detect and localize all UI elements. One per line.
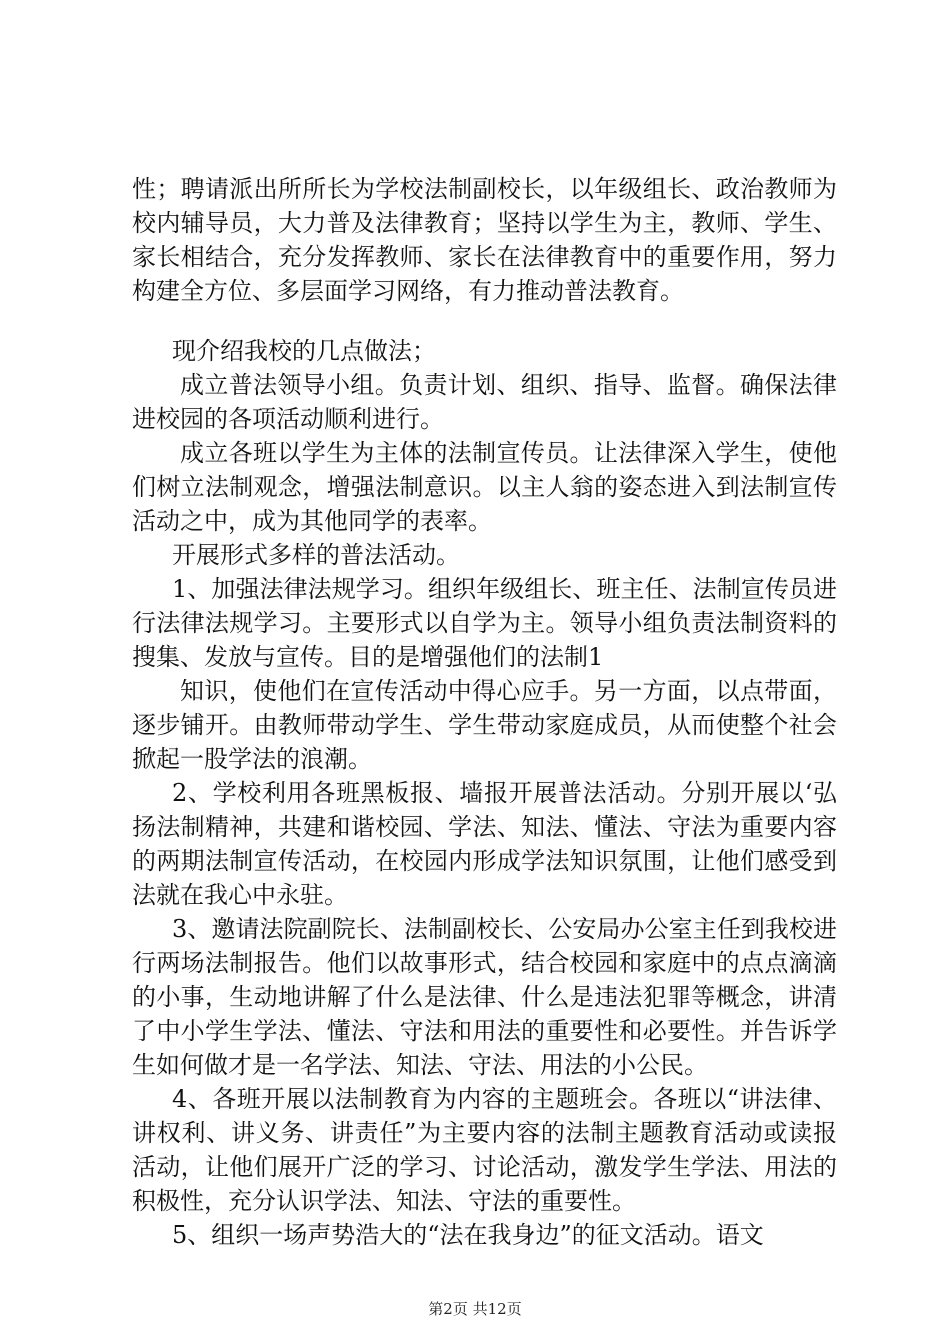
page-footer: 第2页 共12页: [428, 1300, 522, 1318]
paragraph-continuation: 性；聘请派出所所长为学校法制副校长，以年级组长、政治教师为校内辅导员，大力普及法律教育；坚持以学生为主，教师、学生、家长相结合，充分发挥教师、家长在法律教育中的重要作用，努力构建全方位、多层面学习网络，有力推动普法教育。: [132, 175, 837, 305]
paragraph-item-2: 2、学校利用各班黑板报、墙报开展普法活动。分别开展以‘弘扬法制精神，共建和谐校园、学法、知法、懂法、守法为重要内容的两期法制宣传活动，在校园内形成学法知识氛围，让他们感受到法就在我心中永驻。: [132, 779, 837, 909]
paragraph-item-1-cont: 知识，使他们在宣传活动中得心应手。另一方面，以点带面，逐步铺开。由教师带动学生、学生带动家庭成员，从而使整个社会掀起一股学法的浪潮。: [132, 677, 837, 773]
paragraph-item-5: 5、组织一场声势浩大的“法在我身边”的征文活动。语文: [172, 1221, 764, 1249]
paragraph-leadership-group: 成立普法领导小组。负责计划、组织、指导、监督。确保法律进校园的各项活动顺利进行。: [132, 371, 837, 433]
paragraph-publicity-members: 成立各班以学生为主体的法制宣传员。让法律深入学生，使他们树立法制观念，增强法制意识。以主人翁的姿态进入到法制宣传活动之中，成为其他同学的表率。: [132, 439, 837, 535]
paragraph-item-3: 3、邀请法院副院长、法制副校长、公安局办公室主任到我校进行两场法制报告。他们以故事形式，结合校园和家庭中的点点滴滴的小事，生动地讲解了什么是法律、什么是违法犯罪等概念，讲清了中小学生学法、懂法、守法和用法的重要性和必要性。并告诉学生如何做才是一名学法、知法、守法、用法的小公民。: [132, 915, 837, 1079]
paragraph-item-4: 4、各班开展以法制教育为内容的主题班会。各班以“讲法律、讲权利、讲义务、讲责任”为主要内容的法制主题教育活动或读报活动，让他们展开广泛的学习、讨论活动，激发学生学法、用法的积极性，充分认识学法、知法、守法的重要性。: [132, 1085, 837, 1215]
paragraph-intro: 现介绍我校的几点做法；: [172, 337, 436, 365]
document-body: [132, 172, 837, 1252]
paragraph-activities-heading: 开展形式多样的普法活动。: [172, 541, 460, 569]
paragraph-item-1: 1、加强法律法规学习。组织年级组长、班主任、法制宣传员进行法律法规学习。主要形式以自学为主。领导小组负责法制资料的搜集、发放与宣传。目的是增强他们的法制1: [132, 575, 837, 671]
